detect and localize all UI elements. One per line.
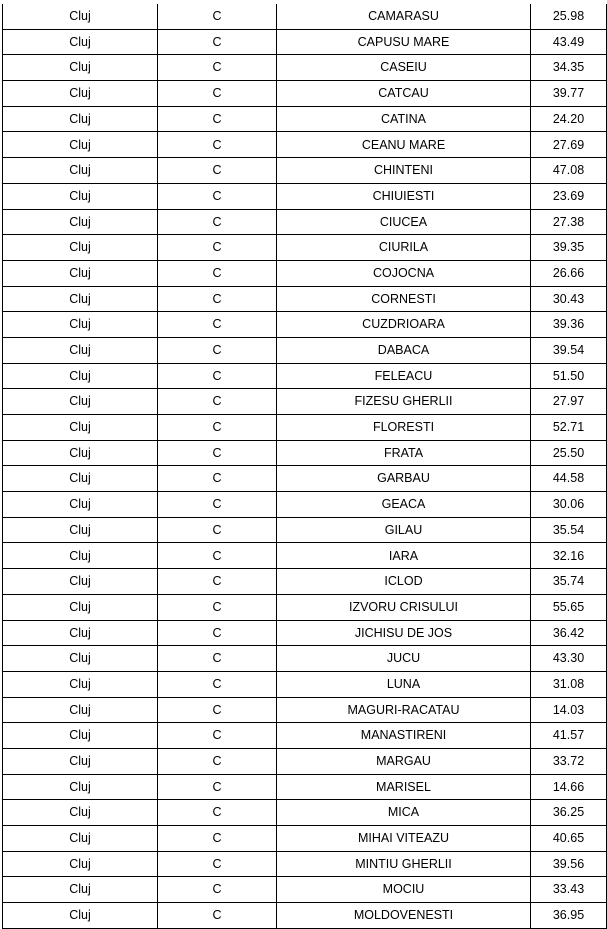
county-cell: Cluj	[3, 260, 158, 286]
locality-cell: JICHISU DE JOS	[277, 620, 531, 646]
category-cell: C	[158, 260, 277, 286]
table-row	[3, 132, 607, 158]
county-cell: Cluj	[3, 312, 158, 338]
value-cell: 39.35	[531, 235, 607, 261]
locality-cell: CIUCEA	[277, 209, 531, 235]
table-row	[3, 671, 607, 697]
value-cell: 25.98	[531, 4, 607, 29]
table-row	[3, 569, 607, 595]
value-cell: 35.54	[531, 517, 607, 543]
category-cell: C	[158, 132, 277, 158]
table-row	[3, 260, 607, 286]
category-cell: C	[158, 312, 277, 338]
value-cell: 30.43	[531, 286, 607, 312]
table-row	[3, 903, 607, 929]
locality-cell: CUZDRIOARA	[277, 312, 531, 338]
locality-cell: CHIUIESTI	[277, 183, 531, 209]
county-cell: Cluj	[3, 466, 158, 492]
category-cell: C	[158, 569, 277, 595]
category-cell: C	[158, 363, 277, 389]
table-row	[3, 543, 607, 569]
locality-cell: JUCU	[277, 646, 531, 672]
category-cell: C	[158, 337, 277, 363]
table-row	[3, 748, 607, 774]
category-cell: C	[158, 389, 277, 415]
table-body	[3, 4, 607, 928]
value-cell: 27.69	[531, 132, 607, 158]
county-cell: Cluj	[3, 286, 158, 312]
value-cell: 30.06	[531, 492, 607, 518]
locality-cell: CEANU MARE	[277, 132, 531, 158]
county-cell: Cluj	[3, 517, 158, 543]
locality-cell: CAPUSU MARE	[277, 29, 531, 55]
county-cell: Cluj	[3, 671, 158, 697]
category-cell: C	[158, 81, 277, 107]
category-cell: C	[158, 543, 277, 569]
table-row	[3, 800, 607, 826]
value-cell: 23.69	[531, 183, 607, 209]
value-cell: 31.08	[531, 671, 607, 697]
county-cell: Cluj	[3, 183, 158, 209]
value-cell: 14.66	[531, 774, 607, 800]
table-row	[3, 4, 607, 29]
county-cell: Cluj	[3, 646, 158, 672]
table-row	[3, 55, 607, 81]
county-cell: Cluj	[3, 4, 158, 29]
value-cell: 14.03	[531, 697, 607, 723]
value-cell: 51.50	[531, 363, 607, 389]
category-cell: C	[158, 183, 277, 209]
value-cell: 26.66	[531, 260, 607, 286]
category-cell: C	[158, 209, 277, 235]
locality-cell: MANASTIRENI	[277, 723, 531, 749]
county-cell: Cluj	[3, 29, 158, 55]
category-cell: C	[158, 29, 277, 55]
value-cell: 55.65	[531, 594, 607, 620]
category-cell: C	[158, 877, 277, 903]
table-row	[3, 235, 607, 261]
county-cell: Cluj	[3, 235, 158, 261]
category-cell: C	[158, 235, 277, 261]
county-cell: Cluj	[3, 826, 158, 852]
locality-cell: MAGURI-RACATAU	[277, 697, 531, 723]
table-row	[3, 620, 607, 646]
county-cell: Cluj	[3, 389, 158, 415]
value-cell: 44.58	[531, 466, 607, 492]
table-row	[3, 646, 607, 672]
county-cell: Cluj	[3, 800, 158, 826]
category-cell: C	[158, 4, 277, 29]
category-cell: C	[158, 158, 277, 184]
locality-cell: MICA	[277, 800, 531, 826]
category-cell: C	[158, 492, 277, 518]
locality-cell: ICLOD	[277, 569, 531, 595]
value-cell: 33.43	[531, 877, 607, 903]
table-row	[3, 389, 607, 415]
county-cell: Cluj	[3, 569, 158, 595]
table-row	[3, 851, 607, 877]
value-cell: 41.57	[531, 723, 607, 749]
locality-cell: CIURILA	[277, 235, 531, 261]
value-cell: 39.77	[531, 81, 607, 107]
table-row	[3, 158, 607, 184]
county-cell: Cluj	[3, 851, 158, 877]
category-cell: C	[158, 466, 277, 492]
locality-cell: IARA	[277, 543, 531, 569]
category-cell: C	[158, 671, 277, 697]
county-cell: Cluj	[3, 543, 158, 569]
county-cell: Cluj	[3, 132, 158, 158]
category-cell: C	[158, 594, 277, 620]
value-cell: 52.71	[531, 415, 607, 441]
category-cell: C	[158, 646, 277, 672]
value-cell: 43.30	[531, 646, 607, 672]
county-cell: Cluj	[3, 363, 158, 389]
table-row	[3, 81, 607, 107]
category-cell: C	[158, 415, 277, 441]
locality-cell: CORNESTI	[277, 286, 531, 312]
locality-cell: GEACA	[277, 492, 531, 518]
category-cell: C	[158, 826, 277, 852]
value-cell: 33.72	[531, 748, 607, 774]
table-row	[3, 877, 607, 903]
table-row	[3, 723, 607, 749]
table-row	[3, 492, 607, 518]
value-cell: 32.16	[531, 543, 607, 569]
locality-cell: COJOCNA	[277, 260, 531, 286]
locality-cell: FLORESTI	[277, 415, 531, 441]
category-cell: C	[158, 517, 277, 543]
county-cell: Cluj	[3, 723, 158, 749]
locality-cell: MIHAI VITEAZU	[277, 826, 531, 852]
table-row	[3, 594, 607, 620]
county-cell: Cluj	[3, 158, 158, 184]
value-cell: 40.65	[531, 826, 607, 852]
locality-cell: MINTIU GHERLII	[277, 851, 531, 877]
value-cell: 25.50	[531, 440, 607, 466]
county-cell: Cluj	[3, 774, 158, 800]
locality-table	[2, 4, 607, 929]
category-cell: C	[158, 55, 277, 81]
value-cell: 47.08	[531, 158, 607, 184]
county-cell: Cluj	[3, 415, 158, 441]
category-cell: C	[158, 723, 277, 749]
value-cell: 39.36	[531, 312, 607, 338]
category-cell: C	[158, 800, 277, 826]
value-cell: 35.74	[531, 569, 607, 595]
locality-cell: LUNA	[277, 671, 531, 697]
value-cell: 24.20	[531, 106, 607, 132]
county-cell: Cluj	[3, 440, 158, 466]
table-row	[3, 337, 607, 363]
table-row	[3, 183, 607, 209]
locality-cell: FELEACU	[277, 363, 531, 389]
county-cell: Cluj	[3, 697, 158, 723]
locality-cell: IZVORU CRISULUI	[277, 594, 531, 620]
value-cell: 27.97	[531, 389, 607, 415]
locality-cell: MARGAU	[277, 748, 531, 774]
category-cell: C	[158, 851, 277, 877]
locality-cell: MARISEL	[277, 774, 531, 800]
category-cell: C	[158, 748, 277, 774]
county-cell: Cluj	[3, 903, 158, 929]
locality-cell: MOLDOVENESTI	[277, 903, 531, 929]
county-cell: Cluj	[3, 877, 158, 903]
locality-cell: GARBAU	[277, 466, 531, 492]
value-cell: 39.54	[531, 337, 607, 363]
county-cell: Cluj	[3, 337, 158, 363]
category-cell: C	[158, 903, 277, 929]
locality-cell: CHINTENI	[277, 158, 531, 184]
table-row	[3, 466, 607, 492]
category-cell: C	[158, 697, 277, 723]
county-cell: Cluj	[3, 748, 158, 774]
locality-cell: CATCAU	[277, 81, 531, 107]
category-cell: C	[158, 106, 277, 132]
value-cell: 43.49	[531, 29, 607, 55]
table-row	[3, 286, 607, 312]
county-cell: Cluj	[3, 594, 158, 620]
table-row	[3, 29, 607, 55]
county-cell: Cluj	[3, 55, 158, 81]
county-cell: Cluj	[3, 209, 158, 235]
locality-cell: GILAU	[277, 517, 531, 543]
county-cell: Cluj	[3, 492, 158, 518]
table-row	[3, 106, 607, 132]
table-row	[3, 517, 607, 543]
table-row	[3, 440, 607, 466]
table-row	[3, 312, 607, 338]
value-cell: 34.35	[531, 55, 607, 81]
category-cell: C	[158, 440, 277, 466]
locality-cell: FRATA	[277, 440, 531, 466]
county-cell: Cluj	[3, 81, 158, 107]
county-cell: Cluj	[3, 620, 158, 646]
table-row	[3, 363, 607, 389]
table-row	[3, 697, 607, 723]
locality-cell: CASEIU	[277, 55, 531, 81]
value-cell: 27.38	[531, 209, 607, 235]
value-cell: 36.42	[531, 620, 607, 646]
locality-cell: MOCIU	[277, 877, 531, 903]
locality-cell: CAMARASU	[277, 4, 531, 29]
county-cell: Cluj	[3, 106, 158, 132]
table-row	[3, 209, 607, 235]
value-cell: 36.95	[531, 903, 607, 929]
category-cell: C	[158, 286, 277, 312]
locality-cell: FIZESU GHERLII	[277, 389, 531, 415]
value-cell: 36.25	[531, 800, 607, 826]
value-cell: 39.56	[531, 851, 607, 877]
category-cell: C	[158, 774, 277, 800]
category-cell: C	[158, 620, 277, 646]
table-row	[3, 415, 607, 441]
table-row	[3, 826, 607, 852]
locality-cell: CATINA	[277, 106, 531, 132]
locality-cell: DABACA	[277, 337, 531, 363]
table-row	[3, 774, 607, 800]
